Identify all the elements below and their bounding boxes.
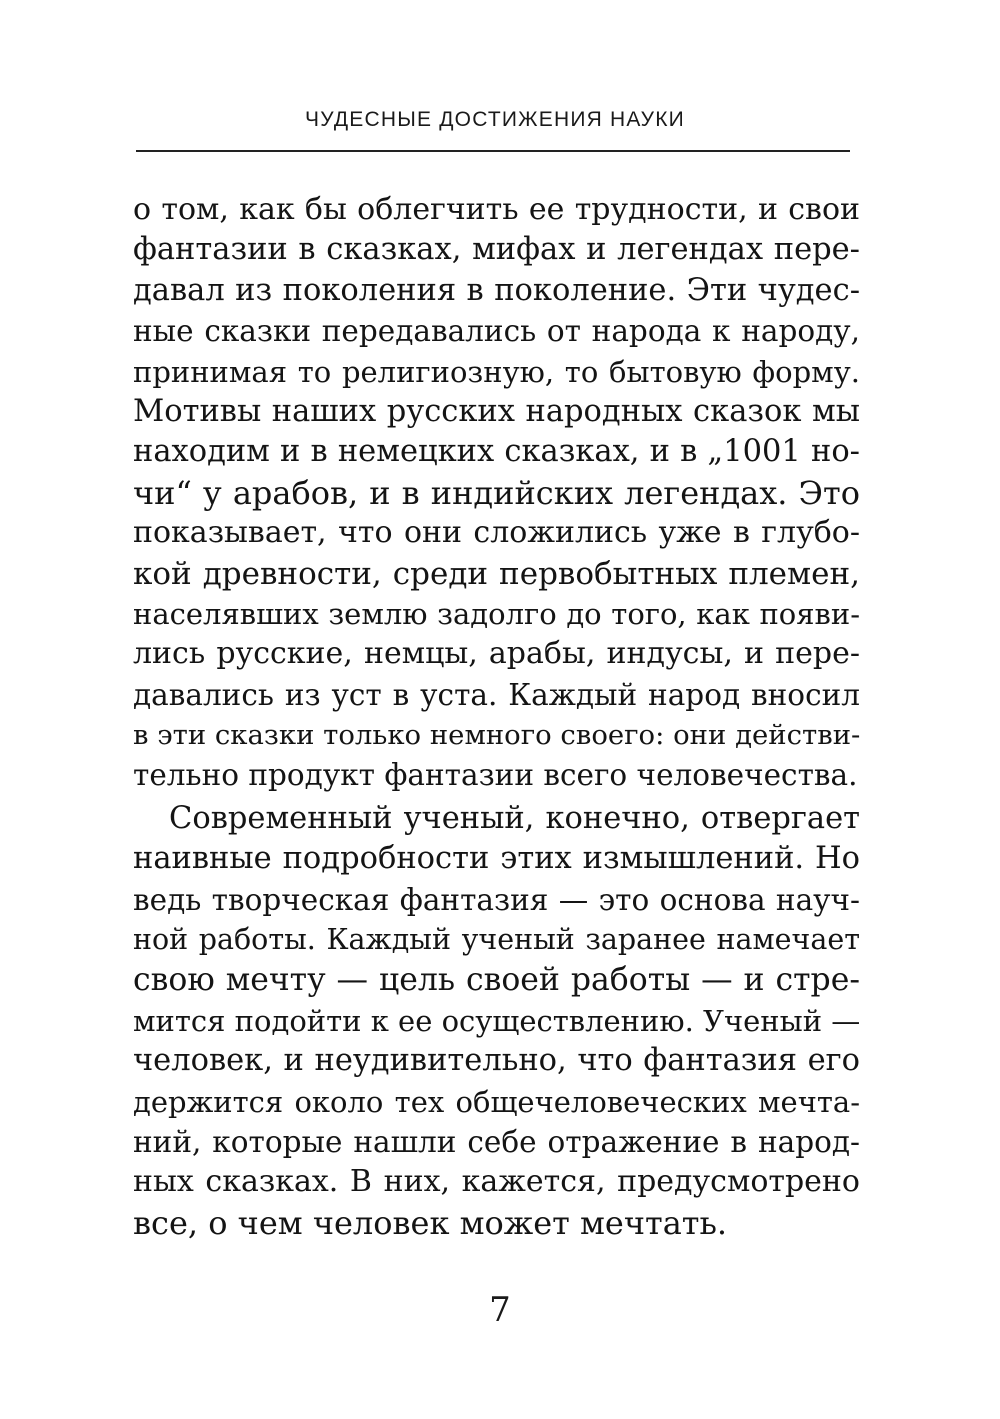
text-line: ные сказки передавались от народа к народу, (133, 314, 860, 349)
text-line: населявших землю задолго до того, как появи- (133, 596, 860, 631)
text-line: о том, как бы облегчить ее трудности, и свои (133, 192, 860, 227)
running-title: ЧУДЕСНЫЕ ДОСТИЖЕНИЯ НАУКИ (305, 108, 685, 131)
paragraph-1 (133, 190, 860, 796)
text-line: ведь творческая фантазия — это основа науч- (133, 882, 860, 917)
text-line: человек, и неудивительно, что фантазия его (133, 1043, 860, 1079)
page-number: 7 (489, 1290, 511, 1330)
text-line: принимая то религиозную, то бытовую форму. (133, 354, 860, 389)
text-line: наивные подробности этих измышлений. Но (133, 841, 860, 877)
text-line: кой древности, среди первобытных племен, (133, 555, 860, 592)
text-line: давал из поколения в поколение. Эти чудес- (133, 272, 860, 308)
text-line: ной работы. Каждый ученый заранее намечает (133, 923, 860, 957)
text-line: давались из уст в уста. Каждый народ вносил (133, 677, 860, 712)
text-line: свою мечту — цель своей работы — и стре- (133, 962, 860, 999)
text-line: ных сказках. В них, кажется, предусмотрено (133, 1164, 860, 1200)
text-line: все, о чем человек может мечтать. (133, 1203, 728, 1242)
text-line: лись русские, немцы, арабы, индусы, и пере- (133, 636, 860, 672)
text-line: находим и в немецких сказках, и в „1001 но- (133, 434, 860, 470)
text-line: чи“ у арабов, и в индийских легендах. Это (133, 473, 860, 512)
text-line: ний, которые нашли себе отражение в народ- (133, 1124, 860, 1159)
text-line: держится около тех общечеловеческих мечта- (133, 1084, 860, 1119)
text-line: фантазии в сказках, мифах и легендах пере- (133, 232, 860, 268)
text-line: мится подойти к ее осуществлению. Ученый — (133, 1003, 860, 1038)
text-line: Мотивы наших русских народных сказок мы (133, 393, 860, 429)
body-text (133, 190, 860, 1243)
text-line: тельно продукт фантазии всего человечества. (133, 758, 858, 793)
header-rule (136, 150, 850, 152)
paragraph-2 (133, 799, 860, 1243)
text-line: в эти сказки только немного своего: они действи- (133, 719, 860, 752)
text-line: Современный ученый, конечно, отвергает (169, 800, 860, 836)
text-line: показывает, что они сложились уже в глубо- (133, 515, 860, 551)
